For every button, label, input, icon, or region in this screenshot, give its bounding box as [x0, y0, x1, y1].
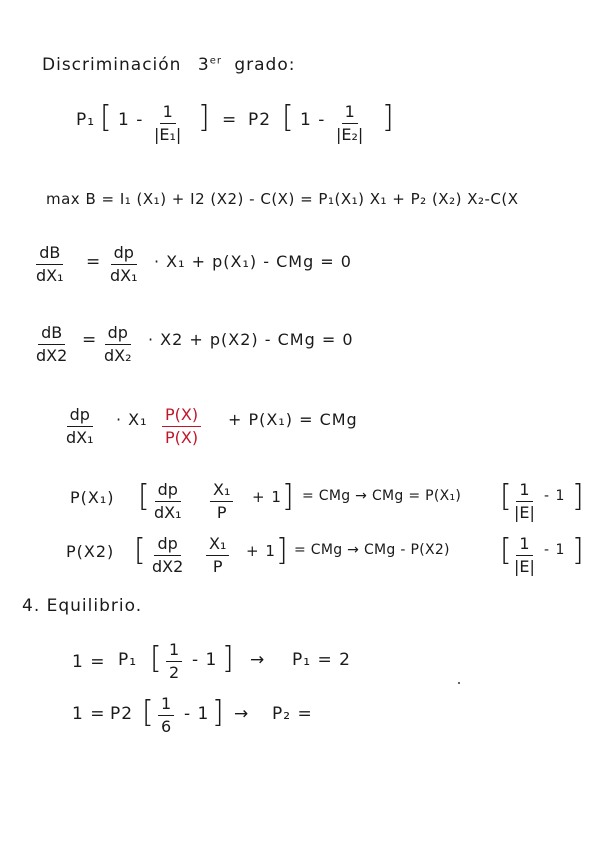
fraction-db-dx2 [36, 323, 67, 366]
equation-result: P₁ = 2 [292, 650, 351, 670]
fraction-denominator: |E| [514, 557, 535, 576]
fraction-numerator: dp [105, 323, 131, 345]
fraction-denominator: dX₁ [66, 428, 94, 447]
fraction-numerator: dB [36, 243, 63, 265]
marginal-cost-result: = CMg → CMg = P(X₁) [302, 488, 462, 504]
fraction-numerator: 1 [166, 640, 182, 662]
heading-rest: grado: [234, 55, 296, 75]
heading-text: Discriminación [42, 55, 182, 75]
max-benefit-equation: max B = I₁ (X₁) + I2 (X2) - C(X) = P₁(X₁) X₁ + P₂ (X₂) X₂-C(X [46, 190, 519, 208]
bracket-open: [ [100, 100, 112, 135]
fraction-numerator: 1 [158, 694, 174, 716]
equation-lhs: 1 = [72, 652, 106, 672]
minus-one: - 1 [184, 704, 210, 724]
price-x2: P(X2) [66, 542, 115, 561]
fraction-denominator: P [216, 503, 227, 522]
bracket-close: ] [212, 695, 224, 730]
fraction-numerator: X₁ [210, 480, 233, 502]
fraction-denominator: P(X) [165, 428, 199, 447]
fraction-denominator: dX₁ [154, 503, 182, 522]
fraction-db-dx1 [36, 243, 64, 286]
fraction-denominator: dX2 [36, 346, 68, 365]
fraction-numerator: dp [154, 534, 180, 556]
fraction-denominator: 2 [169, 663, 180, 682]
fraction-denominator: dX₁ [110, 266, 138, 285]
arrow-right-icon: → [234, 704, 250, 724]
fraction-denominator: dX2 [152, 557, 184, 576]
one-minus: 1 - [300, 110, 326, 130]
marginal-cost-result: = CMg → CMg - P(X2) [294, 542, 450, 558]
fraction-dp-dx1 [110, 243, 138, 286]
minus-one: - 1 [544, 488, 566, 504]
arrow-right-icon: → [250, 650, 266, 670]
derivative-rest: · X2 + p(X2) - CMg = 0 [148, 330, 354, 349]
fraction-one-sixth [158, 694, 174, 737]
minus-one: - 1 [544, 542, 566, 558]
fraction-denominator: |E| [514, 503, 535, 522]
derivative-rest: + P(X₁) = CMg [228, 410, 358, 429]
bracket-close: ] [382, 100, 394, 135]
fraction-dp-dx2 [152, 534, 183, 577]
equation-result: P₂ = [272, 704, 313, 724]
bracket-close: ] [572, 533, 584, 568]
bracket-close: ] [282, 479, 294, 514]
fraction-denominator: |E₂| [336, 125, 364, 144]
bracket-open: [ [134, 533, 146, 568]
bracket-open: [ [150, 641, 162, 676]
bracket-open: [ [142, 695, 154, 730]
heading-order: 3 [197, 55, 210, 75]
bracket-open: [ [282, 100, 294, 135]
fraction-dp-dx2 [104, 323, 132, 366]
one-minus: 1 - [118, 110, 144, 130]
minus-one: - 1 [192, 650, 218, 670]
derivative-rest: · X₁ + p(X₁) - CMg = 0 [154, 252, 352, 271]
fraction-one-over-e [514, 534, 535, 577]
ink-dot [458, 682, 460, 684]
section-heading: 4. Equilibrio. [22, 596, 143, 616]
fraction-denominator: P [212, 557, 223, 576]
fraction-dp-dx1 [154, 480, 182, 523]
fraction-numerator: X₁ [206, 534, 229, 556]
fraction-one-over-e2 [336, 102, 363, 145]
fraction-x1-over-p [206, 534, 229, 577]
fraction-px-over-px [162, 405, 201, 448]
fraction-numerator: dp [111, 243, 137, 265]
fraction-numerator: 1 [516, 534, 532, 556]
fraction-numerator: P(X) [162, 405, 201, 427]
bracket-close: ] [276, 533, 288, 568]
p2-symbol: P2 [110, 704, 134, 724]
fraction-numerator: 1 [342, 102, 358, 124]
equals-sign: = [86, 252, 102, 272]
fraction-one-over-e [514, 480, 535, 523]
times-x1: · X₁ [116, 410, 148, 429]
bracket-close: ] [572, 479, 584, 514]
equals-sign: = [222, 110, 238, 130]
plus-one: + 1 [252, 488, 282, 506]
heading-order-sup: er [209, 55, 222, 67]
bracket-close: ] [198, 100, 210, 135]
fraction-x1-over-p [210, 480, 233, 523]
plus-one: + 1 [246, 542, 276, 560]
p1-symbol: P₁ [76, 110, 96, 130]
fraction-numerator: 1 [160, 102, 176, 124]
bracket-open: [ [500, 533, 512, 568]
fraction-numerator: dp [67, 405, 93, 427]
p2-symbol: P2 [248, 110, 272, 130]
fraction-dp-dx1 [66, 405, 94, 448]
bracket-open: [ [138, 479, 150, 514]
fraction-denominator: dX₂ [104, 346, 132, 365]
bracket-close: ] [222, 641, 234, 676]
fraction-numerator: dp [155, 480, 181, 502]
equals-sign: = [82, 330, 98, 350]
fraction-one-half [166, 640, 182, 683]
heading [42, 55, 295, 75]
fraction-numerator: 1 [516, 480, 532, 502]
fraction-denominator: 6 [161, 717, 172, 736]
fraction-numerator: dB [38, 323, 65, 345]
bracket-open: [ [500, 479, 512, 514]
fraction-one-over-e1 [154, 102, 181, 145]
price-x1: P(X₁) [70, 488, 115, 507]
fraction-denominator: |E₁| [154, 125, 182, 144]
p1-symbol: P₁ [118, 650, 138, 670]
equation-lhs: 1 = [72, 704, 106, 724]
fraction-denominator: dX₁ [36, 266, 64, 285]
